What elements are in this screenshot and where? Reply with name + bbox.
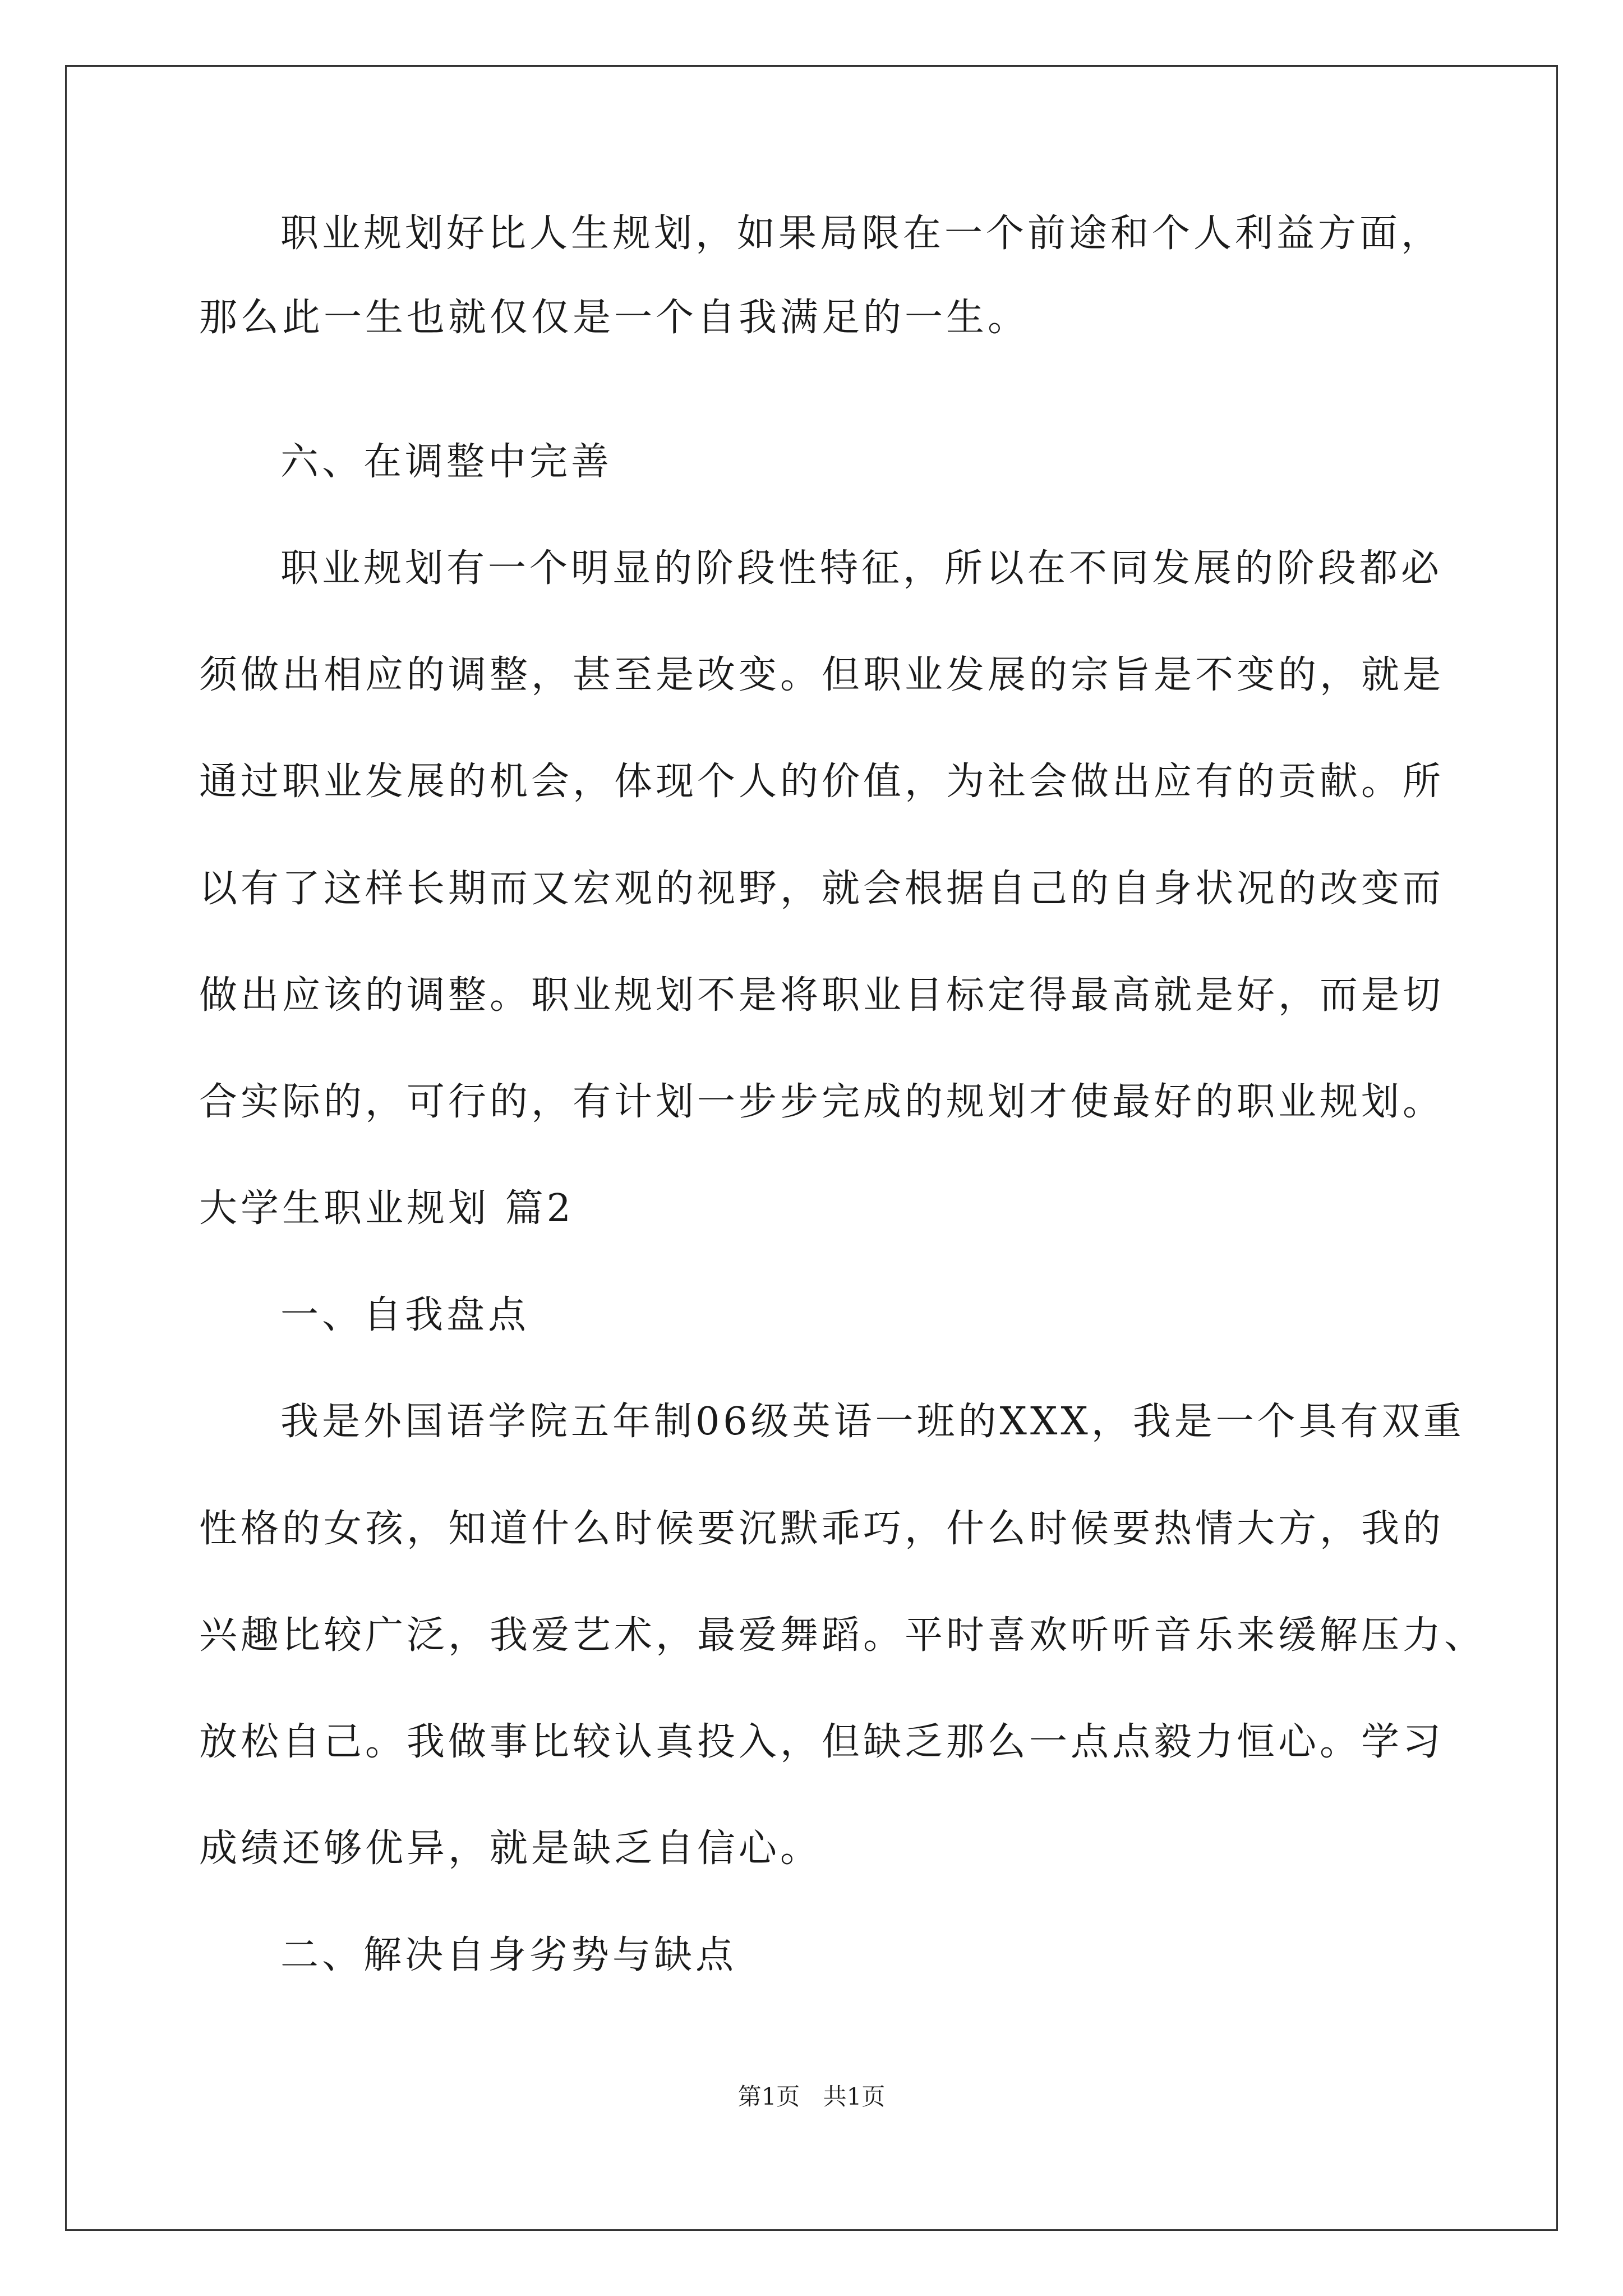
section-heading: 一、自我盘点: [280, 1293, 530, 1337]
paragraph-line: 放松自己。我做事比较认真投入，但缺乏那么一点点毅力恒心。学习: [199, 1720, 1445, 1764]
paragraph-line: 职业规划有一个明显的阶段性特征，所以在不同发展的阶段都必: [280, 546, 1443, 591]
paragraph-line: 合实际的，可行的，有计划一步步完成的规划才使最好的职业规划。: [199, 1080, 1445, 1124]
section-heading: 六、在调整中完善: [280, 440, 613, 484]
paragraph-line: 做出应该的调整。职业规划不是将职业目标定得最高就是好，而是切: [199, 973, 1445, 1018]
article-heading: 大学生职业规划 篇2: [199, 1186, 574, 1231]
paragraph-line: 成绩还够优异，就是缺乏自信心。: [199, 1826, 822, 1871]
page-border: [65, 65, 1558, 2231]
section-heading: 二、解决自身劣势与缺点: [280, 1933, 737, 1977]
paragraph-line: 我是外国语学院五年制06级英语一班的XXX，我是一个具有双重: [280, 1400, 1465, 1444]
page-total: 共1页: [823, 2083, 886, 2110]
paragraph-line: 兴趣比较广泛，我爱艺术，最爱舞蹈。平时喜欢听听音乐来缓解压力、: [199, 1613, 1486, 1658]
paragraph-line: 职业规划好比人生规划，如果局限在一个前途和个人利益方面，: [280, 211, 1443, 256]
page-footer: [0, 2085, 1623, 2109]
paragraph-line: 以有了这样长期而又宏观的视野，就会根据自己的自身状况的改变而: [199, 867, 1445, 911]
paragraph-line: 性格的女孩，知道什么时候要沉默乖巧，什么时候要热情大方，我的: [199, 1507, 1445, 1551]
paragraph-line: 须做出相应的调整，甚至是改变。但职业发展的宗旨是不变的，就是: [199, 653, 1445, 697]
paragraph-line: 那么此一生也就仅仅是一个自我满足的一生。: [199, 296, 1030, 340]
page-number: 第1页: [737, 2083, 800, 2110]
paragraph-line: 通过职业发展的机会，体现个人的价值，为社会做出应有的贡献。所: [199, 760, 1445, 804]
